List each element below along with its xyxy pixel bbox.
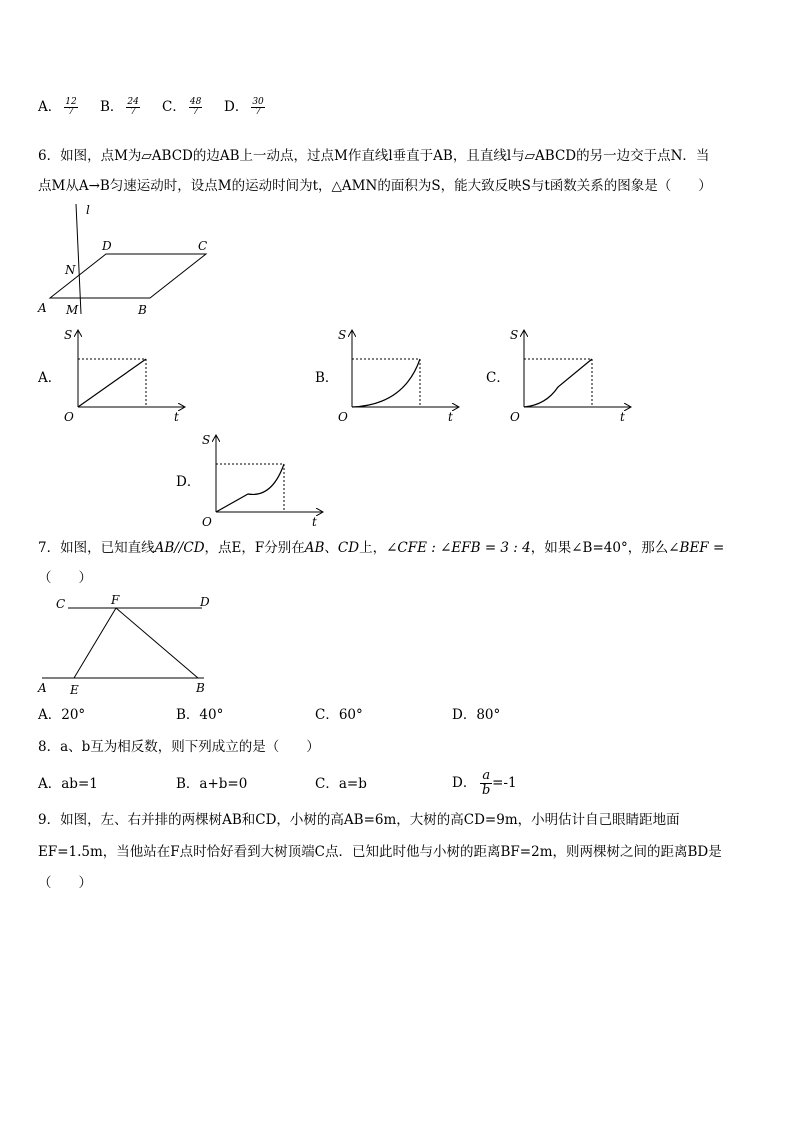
fraction: $\frac{a}{b}$ [482, 768, 491, 798]
label-d: D [102, 239, 112, 253]
label-n: N [65, 263, 76, 277]
q5-option-c[interactable]: C． $\frac{48}{7}$ [162, 97, 202, 117]
q5-option-d[interactable]: D． $\frac{30}{7}$ [224, 97, 264, 117]
label-l: l [86, 203, 90, 217]
label-o: O [202, 515, 212, 529]
label-a: A [38, 301, 47, 315]
curve [78, 359, 146, 407]
q6-option-a-letter[interactable]: A． [38, 370, 62, 386]
q6-graph-d [198, 430, 328, 530]
q6-option-d-letter[interactable]: D． [176, 474, 201, 490]
q6-graph-a [60, 325, 190, 425]
label-b: B [138, 303, 147, 317]
q8-stem: 8．a、b互为相反数，则下列成立的是（ ） [38, 739, 320, 755]
q6-stem-line2: 点M从A→B匀速运动时，设点M的运动时间为t，△AMN的面积为S，能大致反映S与t函数关系的图象是（ ） [38, 178, 712, 194]
q7-stem-line1: 7．如图，已知直线AB//CD，点E，F分别在AB、CD上，∠CFE : ∠EFB = 3 : 4，如果∠B=40°，那么∠BEF = [38, 540, 725, 556]
label-s: S [202, 433, 211, 447]
q5-option-b[interactable]: B． $\frac{24}{7}$ [100, 97, 139, 117]
q9-stem-line1: 9．如图，左、右并排的两棵树AB和CD，小树的高AB=6m，大树的高CD=9m，小明估计自己眼睛距地面 [38, 812, 680, 828]
q7-option-b[interactable]: B．40° [176, 707, 224, 723]
label-t: t [174, 410, 179, 424]
q9-stem-line3: （ ） [38, 875, 92, 891]
q8-option-b[interactable]: B．a+b=0 [176, 776, 248, 792]
q8-option-a[interactable]: A．ab=1 [38, 776, 98, 792]
q6-option-b-letter[interactable]: B． [315, 370, 339, 386]
segment-fe [74, 608, 116, 678]
fraction: $\frac{30}{7}$ [252, 97, 264, 117]
q7-parallel-lines-figure [34, 590, 224, 700]
label-o: O [510, 410, 520, 424]
label-m: M [66, 303, 79, 317]
label-t: t [620, 410, 625, 424]
q6-stem-line1: 6．如图，点M为▱ABCD的边AB上一动点，过点M作直线l垂直于AB，且直线l与▱ABCD的另一边交于点N．当 [38, 148, 710, 164]
label-b: B [196, 681, 205, 695]
q6-parallelogram-figure [34, 200, 224, 320]
label-e: E [70, 683, 79, 697]
label-o: O [64, 410, 74, 424]
segment-fb [116, 608, 198, 678]
q8-option-c[interactable]: C．a=b [315, 776, 367, 792]
label-t: t [448, 410, 453, 424]
label-s: S [64, 328, 73, 342]
label-s: S [338, 328, 347, 342]
curve [352, 359, 420, 407]
q6-graph-c [506, 325, 636, 425]
q7-option-c[interactable]: C．60° [315, 707, 363, 723]
curve [216, 464, 284, 512]
q5-option-a[interactable]: A． $\frac{12}{7}$ [38, 97, 77, 117]
label-a: A [38, 681, 47, 695]
label-s: S [510, 328, 519, 342]
q6-graph-b [334, 325, 464, 425]
q9-stem-line2: EF=1.5m，当他站在F点时恰好看到大树顶端C点．已知此时他与小树的距离BF=2m，则两棵树之间的距离BD是 [38, 844, 722, 860]
fraction: $\frac{12}{7}$ [65, 97, 77, 117]
q8-option-d[interactable]: D． $\frac{a}{b}$ =-1 [452, 768, 517, 798]
q7-option-d[interactable]: D．80° [452, 707, 501, 723]
q6-option-c-letter[interactable]: C． [486, 370, 510, 386]
fraction: $\frac{24}{7}$ [127, 97, 139, 117]
label-c: C [56, 597, 66, 611]
label-o: O [338, 410, 348, 424]
fraction: $\frac{48}{7}$ [189, 97, 202, 117]
q7-option-a[interactable]: A．20° [38, 707, 86, 723]
q7-stem-line2: （ ） [38, 570, 92, 586]
curve [524, 359, 592, 407]
label-c: C [198, 239, 208, 253]
label-f: F [111, 593, 120, 607]
label-t: t [312, 515, 317, 529]
label-d: D [200, 595, 210, 609]
